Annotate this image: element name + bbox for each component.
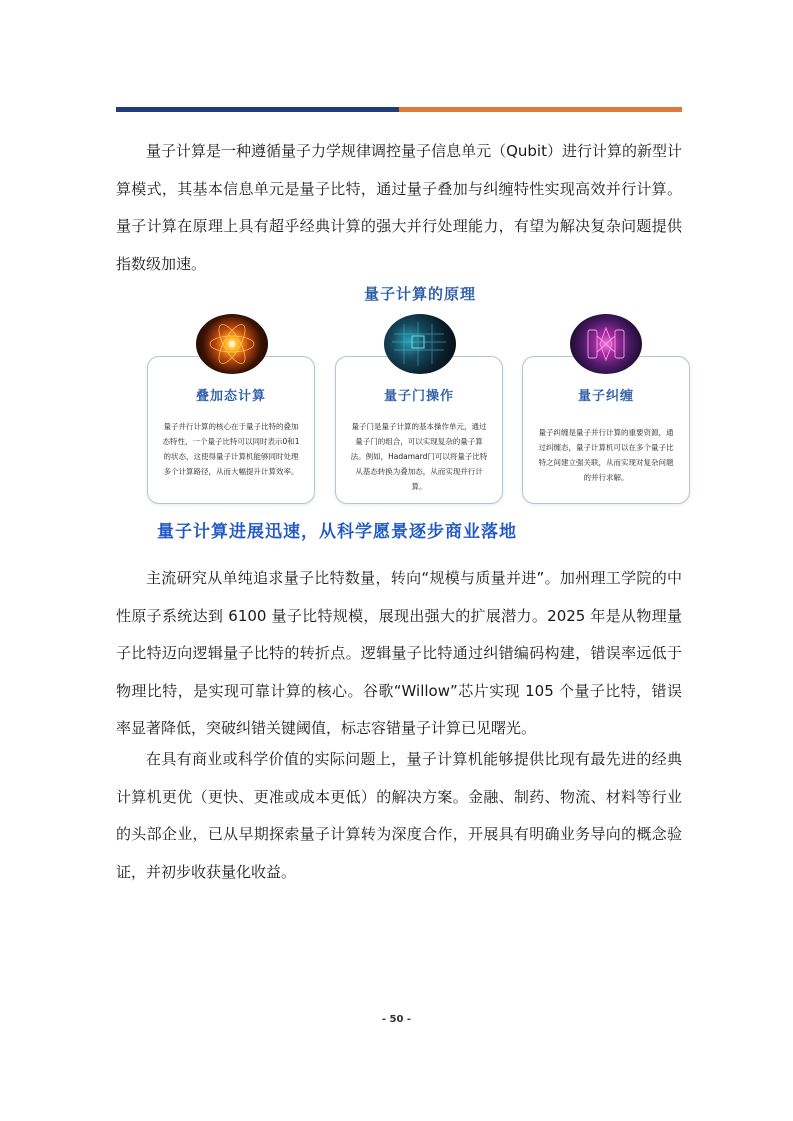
entanglement-orb-icon bbox=[570, 314, 642, 374]
header-divider-orange-segment bbox=[399, 107, 682, 112]
progress-paragraph: 主流研究从单纯追求量子比特数量，转向“规模与质量并进”。加州理工学院的中性原子系统达到 6100 量子比特规模，展现出强大的扩展潜力。2025 年是从物理量子比特迈向逻辑量子比特的转折点。逻辑量子比特通过纠错编码构建，错误率远低于物理比特，是实现可靠计算的核心。谷歌“Willow”芯片实现 105 个量子比特，错误率显著降低，突破纠错关键阈值，标志容错量子计算已见曙光。 bbox=[116, 569, 682, 737]
page-number: - 50 - bbox=[381, 1014, 412, 1025]
intro-paragraph: 量子计算是一种遵循量子力学规律调控量子信息单元（Qubit）进行计算的新型计算模式，其基本信息单元是量子比特，通过量子叠加与纠缠特性实现高效并行计算。量子计算在原理上具有超乎经典计算的强大并行处理能力，有望为解决复杂问题提供指数级加速。 bbox=[116, 142, 682, 273]
superposition-orb-icon bbox=[196, 314, 268, 374]
card-entanglement bbox=[522, 356, 690, 504]
card-description: 量子纠缠是量子并行计算的重要资源，通过纠缠态，量子计算机可以在多个量子比特之间建立强关联，从而实现对复杂问题的并行求解。 bbox=[538, 428, 674, 482]
card-title: 量子门操作 bbox=[383, 389, 454, 404]
section-heading: 量子计算进展迅速，从科学愿景逐步商业落地 bbox=[157, 522, 517, 542]
card-quantum-gate bbox=[335, 356, 503, 504]
card-description: 量子并行计算的核心在于量子比特的叠加态特性，一个量子比特可以同时表示0和1的状态，这使得量子计算机能够同时处理多个计算路径，从而大幅提升计算效率。 bbox=[162, 422, 300, 476]
card-description: 量子门是量子计算的基本操作单元，通过量子门的组合，可以实现复杂的量子算法。例如，Hadamard门可以将量子比特从基态转换为叠加态，从而实现并行计算。 bbox=[350, 422, 488, 491]
commercial-paragraph: 在具有商业或科学价值的实际问题上，量子计算机能够提供比现有最先进的经典计算机更优（更快、更准或成本更低）的解决方案。金融、制药、物流、材料等行业的头部企业，已从早期探索量子计算转为深度合作，开展具有明确业务导向的概念验证，并初步收获量化收益。 bbox=[116, 750, 682, 881]
quantum-gate-orb-icon bbox=[384, 314, 456, 374]
card-title: 量子纠缠 bbox=[577, 389, 634, 404]
figure-title: 量子计算的原理 bbox=[363, 285, 476, 303]
card-superposition bbox=[147, 356, 315, 504]
header-divider-blue-segment bbox=[116, 107, 399, 112]
card-title: 叠加态计算 bbox=[195, 389, 266, 404]
header-divider bbox=[116, 107, 682, 112]
